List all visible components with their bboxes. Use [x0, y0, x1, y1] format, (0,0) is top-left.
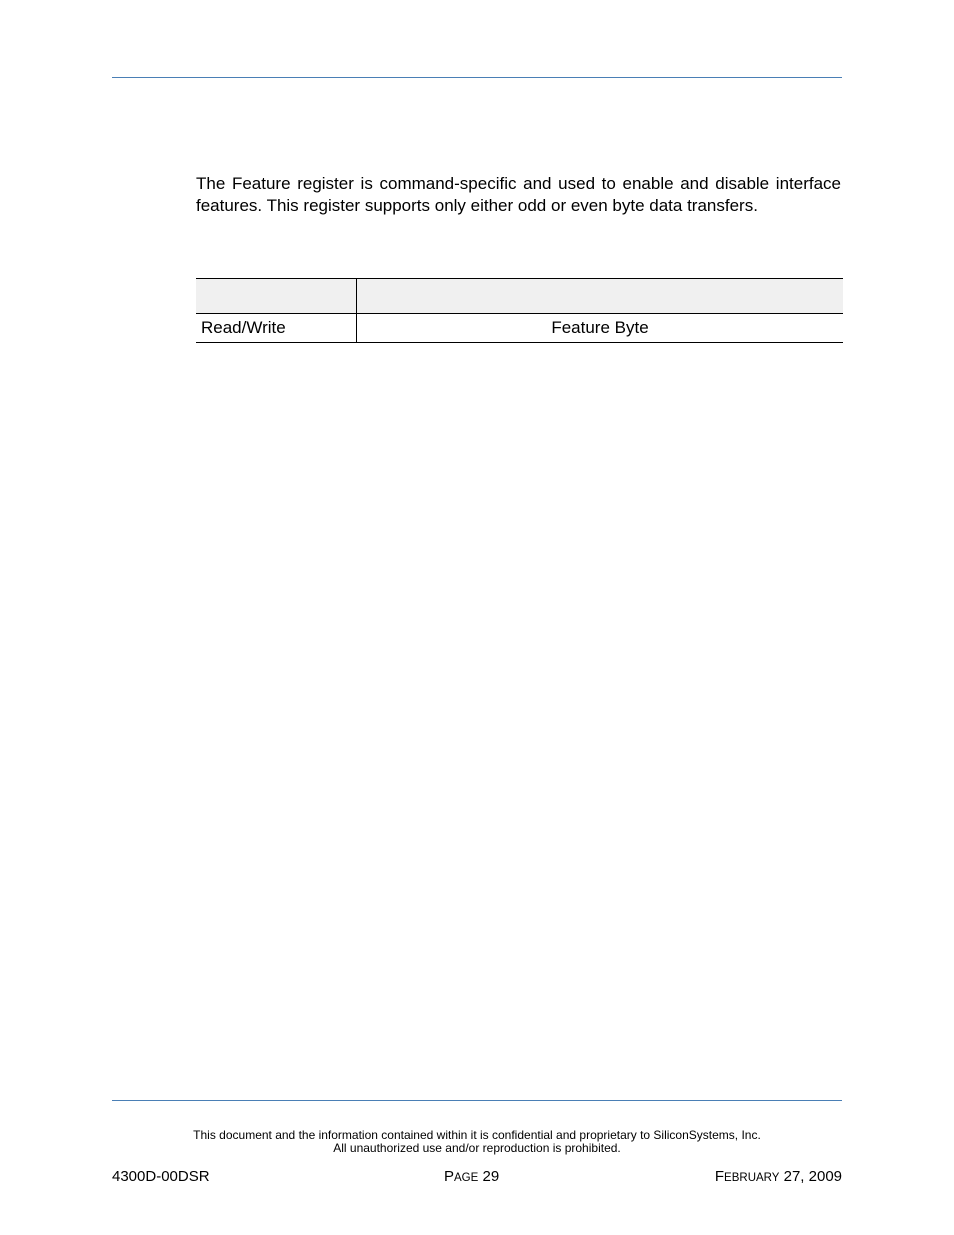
- access-cell: Read/Write: [196, 314, 357, 343]
- feature-byte-cell: Feature Byte: [357, 314, 844, 343]
- reproduction-notice: All unauthorized use and/or reproduction is prohibited.: [333, 1141, 621, 1155]
- page-prefix-rest: AGE: [454, 1172, 479, 1184]
- page-number: [444, 1168, 499, 1187]
- header-rule: [112, 77, 842, 78]
- table-header-cell-2: [357, 279, 844, 314]
- date-day-year: 27, 2009: [783, 1168, 842, 1185]
- document-date: [715, 1168, 842, 1187]
- page-number-value: 29: [482, 1168, 500, 1185]
- footer-rule: [112, 1100, 842, 1101]
- date-month-cap: F: [714, 1168, 725, 1185]
- document-id: 4300D-00DSR: [112, 1168, 210, 1185]
- body-paragraph: The Feature register is command-specific and used to enable and disable interface features. This register supports only either odd or even byte data transfers.: [196, 174, 841, 215]
- table-header-cell-1: [196, 279, 357, 314]
- date-month-rest: EBRUARY: [724, 1172, 780, 1184]
- table-header-row: [196, 279, 843, 314]
- table-row: [196, 314, 843, 343]
- page-prefix-cap: P: [444, 1168, 455, 1185]
- confidentiality-notice: This document and the information contained within it is confidential and proprietary to SiliconSystems, Inc.: [193, 1128, 761, 1142]
- feature-register-table: [196, 278, 843, 343]
